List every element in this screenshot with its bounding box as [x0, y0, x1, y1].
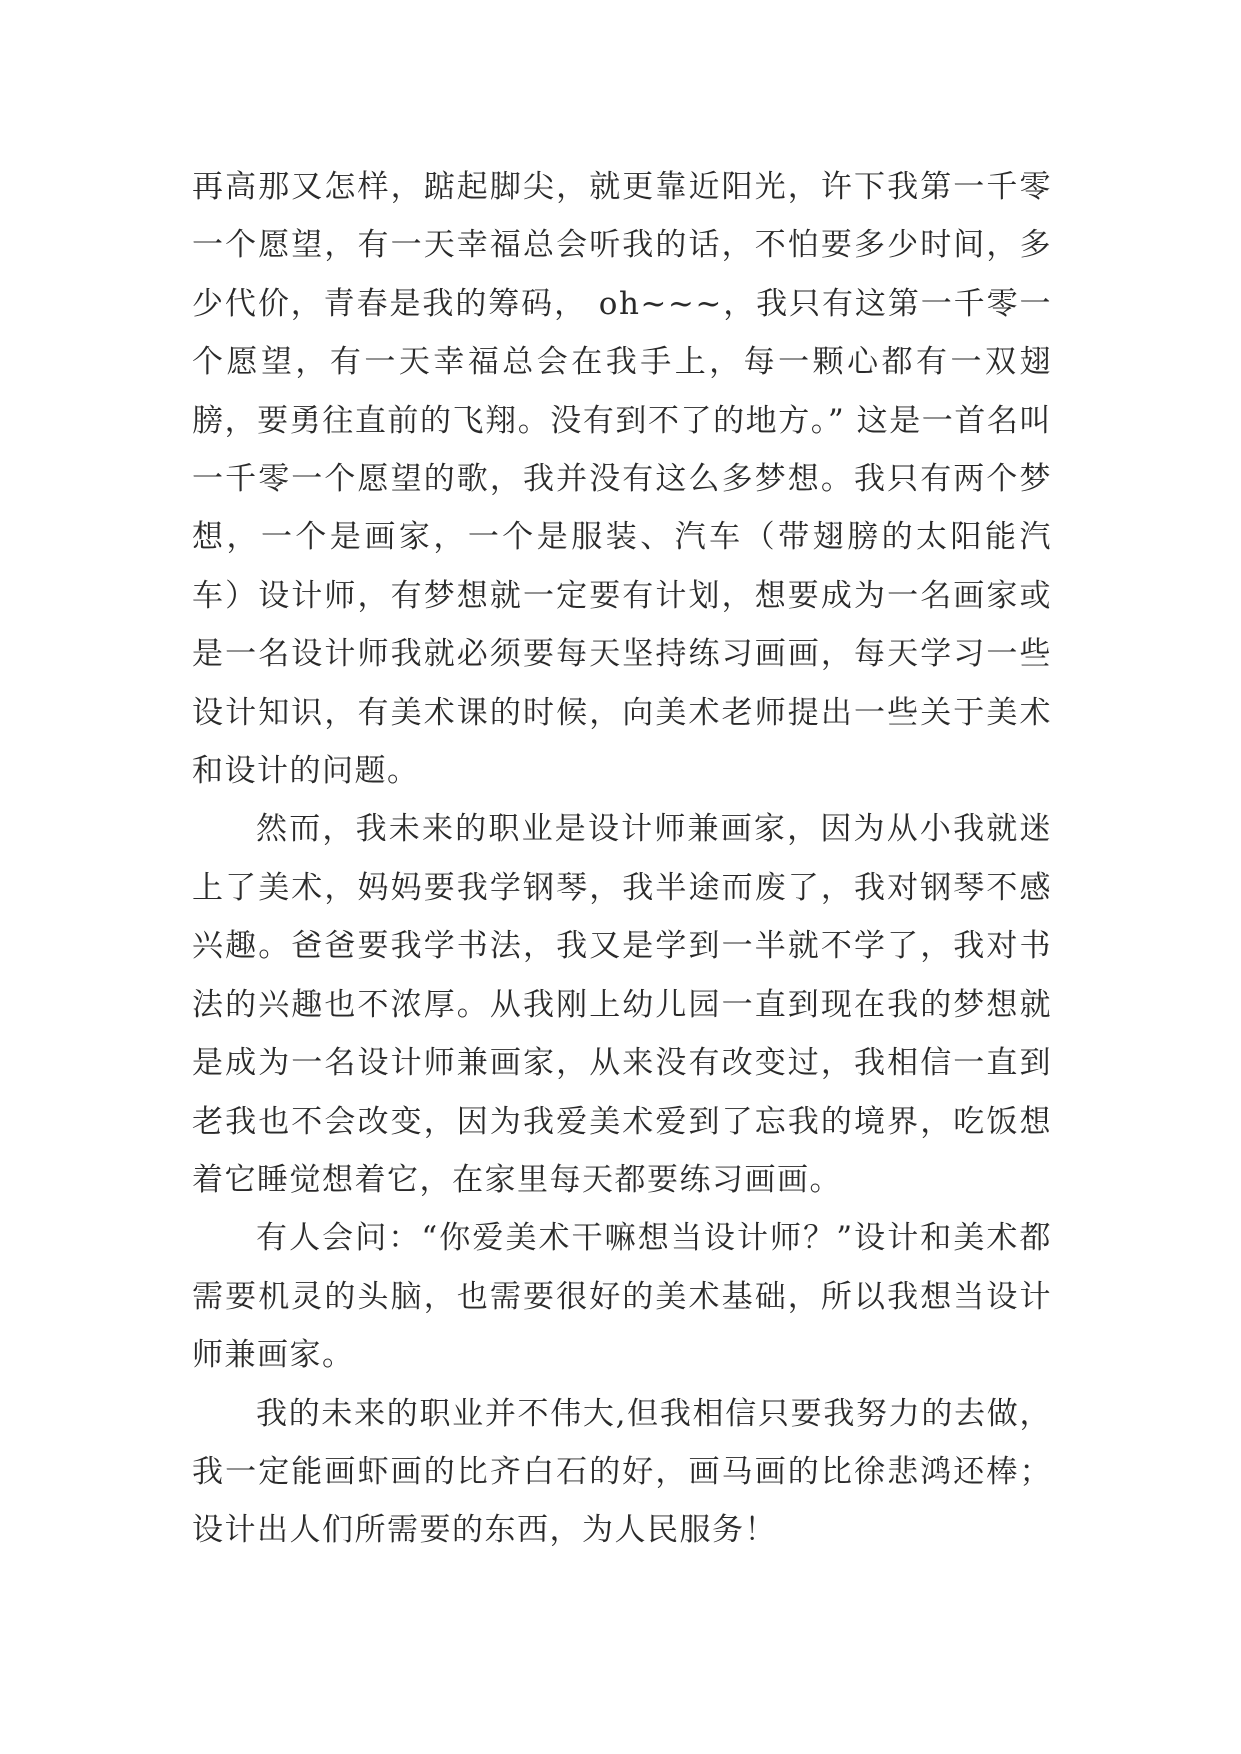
paragraph-3: 有人会问：“你爱美术干嘛想当设计师？”设计和美术都需要机灵的头脑，也需要很好的美术基础，所以我想当设计师兼画家。 — [192, 1220, 1052, 1374]
document-body — [192, 158, 1052, 1560]
paragraph-1: 再高那又怎样，踮起脚尖，就更靠近阳光，许下我第一千零一个愿望，有一天幸福总会听我的话，不怕要多少时间，多少代价，青春是我的筹码， oh~~~，我只有这第一千零一个愿望，有一天幸福总会在我手上，每一颗心都有一双翅膀，要勇往直前的飞翔。没有到不了的地方。” 这是一首名叫一千零一个愿望的歌，我并没有这么多梦想。我只有两个梦想，一个是画家，一个是服装、汽车（带翅膀的太阳能汽车）设计师，有梦想就一定要有计划，想要成为一名画家或是一名设计师我就必须要每天坚持练习画画，每天学习一些设计知识，有美术课的时候，向美术老师提出一些关于美术和设计的问题。 — [192, 169, 1052, 790]
paragraph-2: 然而，我未来的职业是设计师兼画家，因为从小我就迷上了美术，妈妈要我学钢琴，我半途而废了，我对钢琴不感兴趣。爸爸要我学书法，我又是学到一半就不学了，我对书法的兴趣也不浓厚。从我刚上幼儿园一直到现在我的梦想就是成为一名设计师兼画家，从来没有改变过，我相信一直到老我也不会改变，因为我爱美术爱到了忘我的境界，吃饭想着它睡觉想着它，在家里每天都要练习画画。 — [192, 811, 1052, 1198]
paragraph-4: 我的未来的职业并不伟大,但我相信只要我努力的去做，我一定能画虾画的比齐白石的好，画马画的比徐悲鸿还棒；设计出人们所需要的东西，为人民服务！ — [192, 1395, 1052, 1549]
